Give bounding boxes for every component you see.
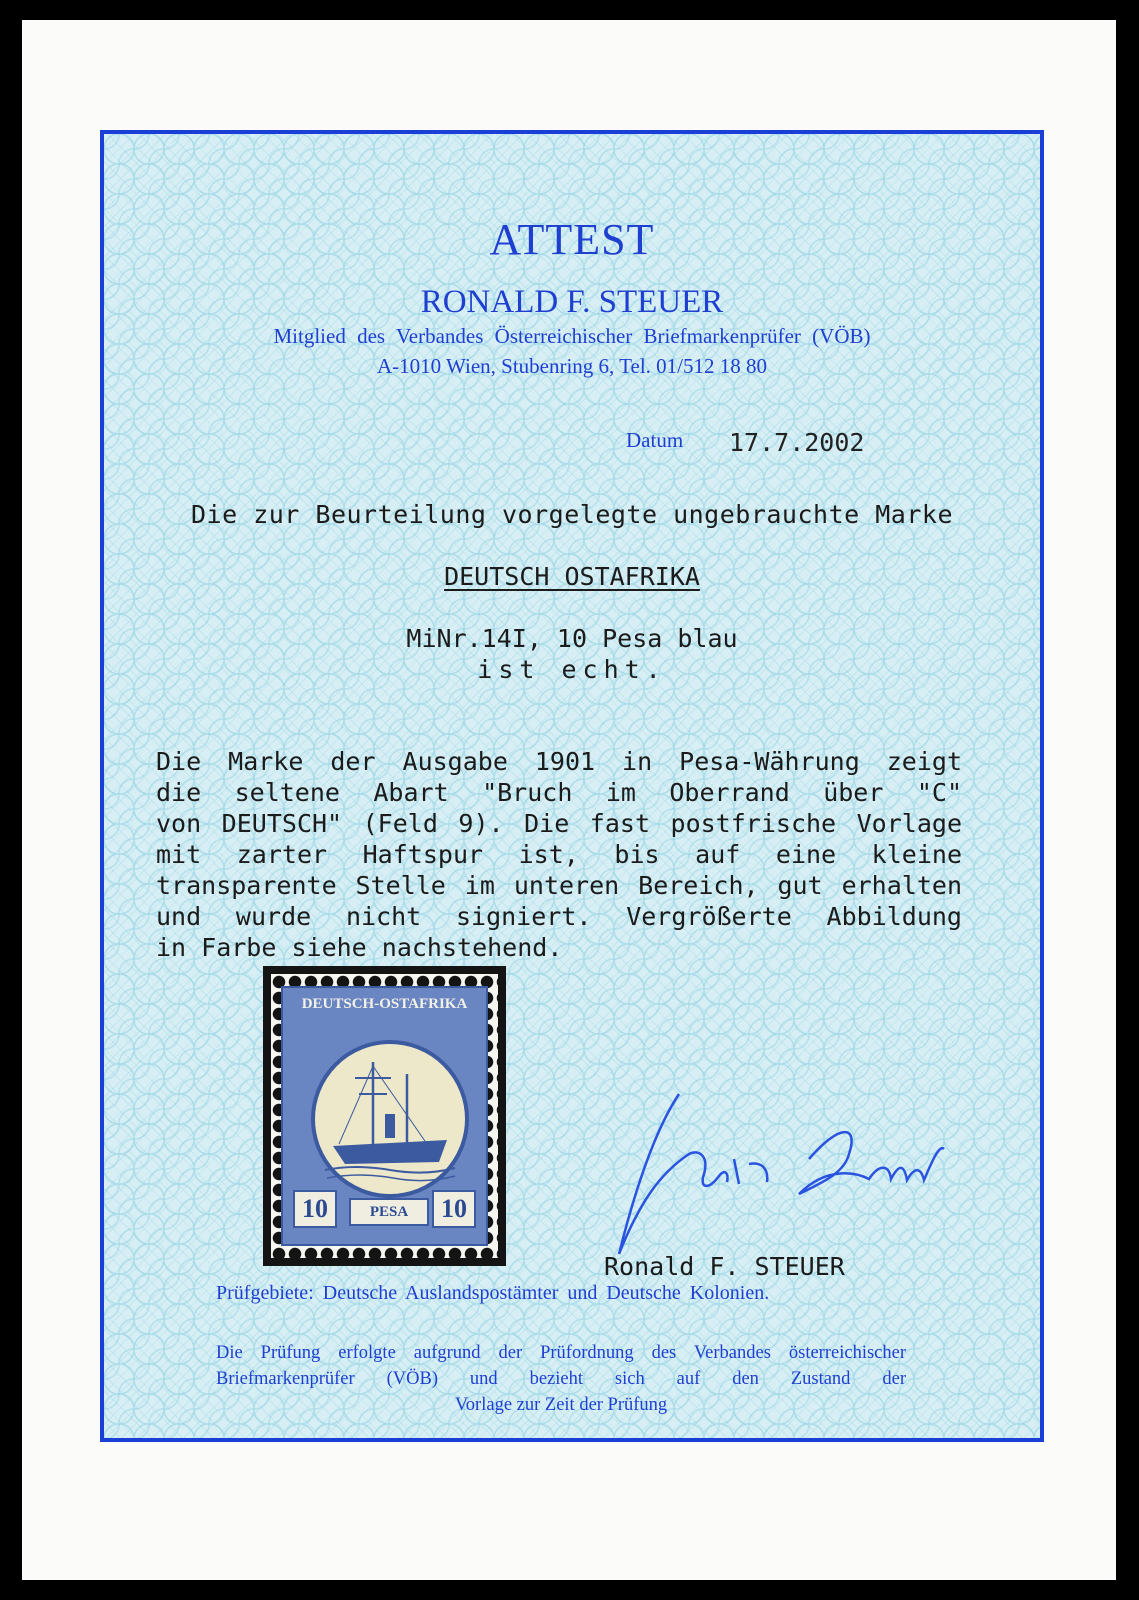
description-line: transparente Stelle im unteren Bereich, gut erhalten bbox=[156, 871, 962, 900]
stamp-image bbox=[263, 966, 506, 1266]
stamp-value-right: 10 bbox=[432, 1190, 476, 1228]
footer-note-line: Briefmarkenprüfer (VÖB) und bezieht sich auf den Zustand der bbox=[216, 1369, 906, 1389]
description-line: in Farbe siehe nachstehend. bbox=[156, 933, 563, 962]
certificate-sheet bbox=[22, 20, 1116, 1580]
examination-areas: Prüfgebiete: Deutsche Auslandspostämter und Deutsche Kolonien. bbox=[216, 1282, 770, 1304]
printed-signer-name: Ronald F. STEUER bbox=[604, 1252, 845, 1281]
address-line: A-1010 Wien, Stubenring 6, Tel. 01/512 18 80 bbox=[376, 354, 768, 378]
date-label: Datum bbox=[626, 428, 684, 452]
intro-line: Die zur Beurteilung vorgelegte ungebrauchte Marke bbox=[190, 500, 953, 529]
territory-line bbox=[104, 562, 1040, 591]
footer-note-line: Die Prüfung erfolgte aufgrund der Prüfordnung des Verbandes österreichischer bbox=[216, 1343, 906, 1363]
footer-note bbox=[216, 1340, 906, 1418]
footer-note-line: Vorlage zur Zeit der Prüfung bbox=[454, 1395, 668, 1415]
examiner-name: RONALD F. STEUER bbox=[420, 284, 724, 320]
description-line: mit zarter Haftspur ist, bis auf eine kleine bbox=[156, 840, 962, 869]
verdict-line: ist echt. bbox=[477, 655, 667, 684]
stamp-design bbox=[281, 986, 488, 1246]
description-line: die seltene Abart "Bruch im Oberrand über "C" bbox=[156, 778, 962, 807]
membership-line: Mitglied des Verbandes Österreichischer Briefmarkenprüfer (VÖB) bbox=[273, 324, 871, 348]
description-paragraph bbox=[156, 746, 962, 963]
date-value: 17.7.2002 bbox=[729, 428, 865, 457]
stamp-title: DEUTSCH-OSTAFRIKA bbox=[301, 996, 468, 1012]
territory-text: DEUTSCH OSTAFRIKA bbox=[444, 562, 700, 591]
catalog-line: MiNr.14I, 10 Pesa blau bbox=[406, 624, 738, 653]
description-line: Die Marke der Ausgabe 1901 in Pesa-Währung zeigt bbox=[156, 747, 962, 776]
description-line: und wurde nicht signiert. Vergrößerte Abbildung bbox=[156, 902, 962, 931]
description-line: von DEUTSCH" (Feld 9). Die fast postfrische Vorlage bbox=[156, 809, 962, 838]
ship-icon bbox=[315, 1044, 465, 1194]
certificate-frame bbox=[100, 130, 1044, 1442]
handwritten-signature bbox=[599, 1064, 979, 1264]
stamp-currency: PESA bbox=[349, 1198, 429, 1226]
stamp-value-left: 10 bbox=[293, 1190, 337, 1228]
certificate-title: ATTEST bbox=[489, 215, 655, 264]
stamp-vignette bbox=[311, 1040, 469, 1198]
